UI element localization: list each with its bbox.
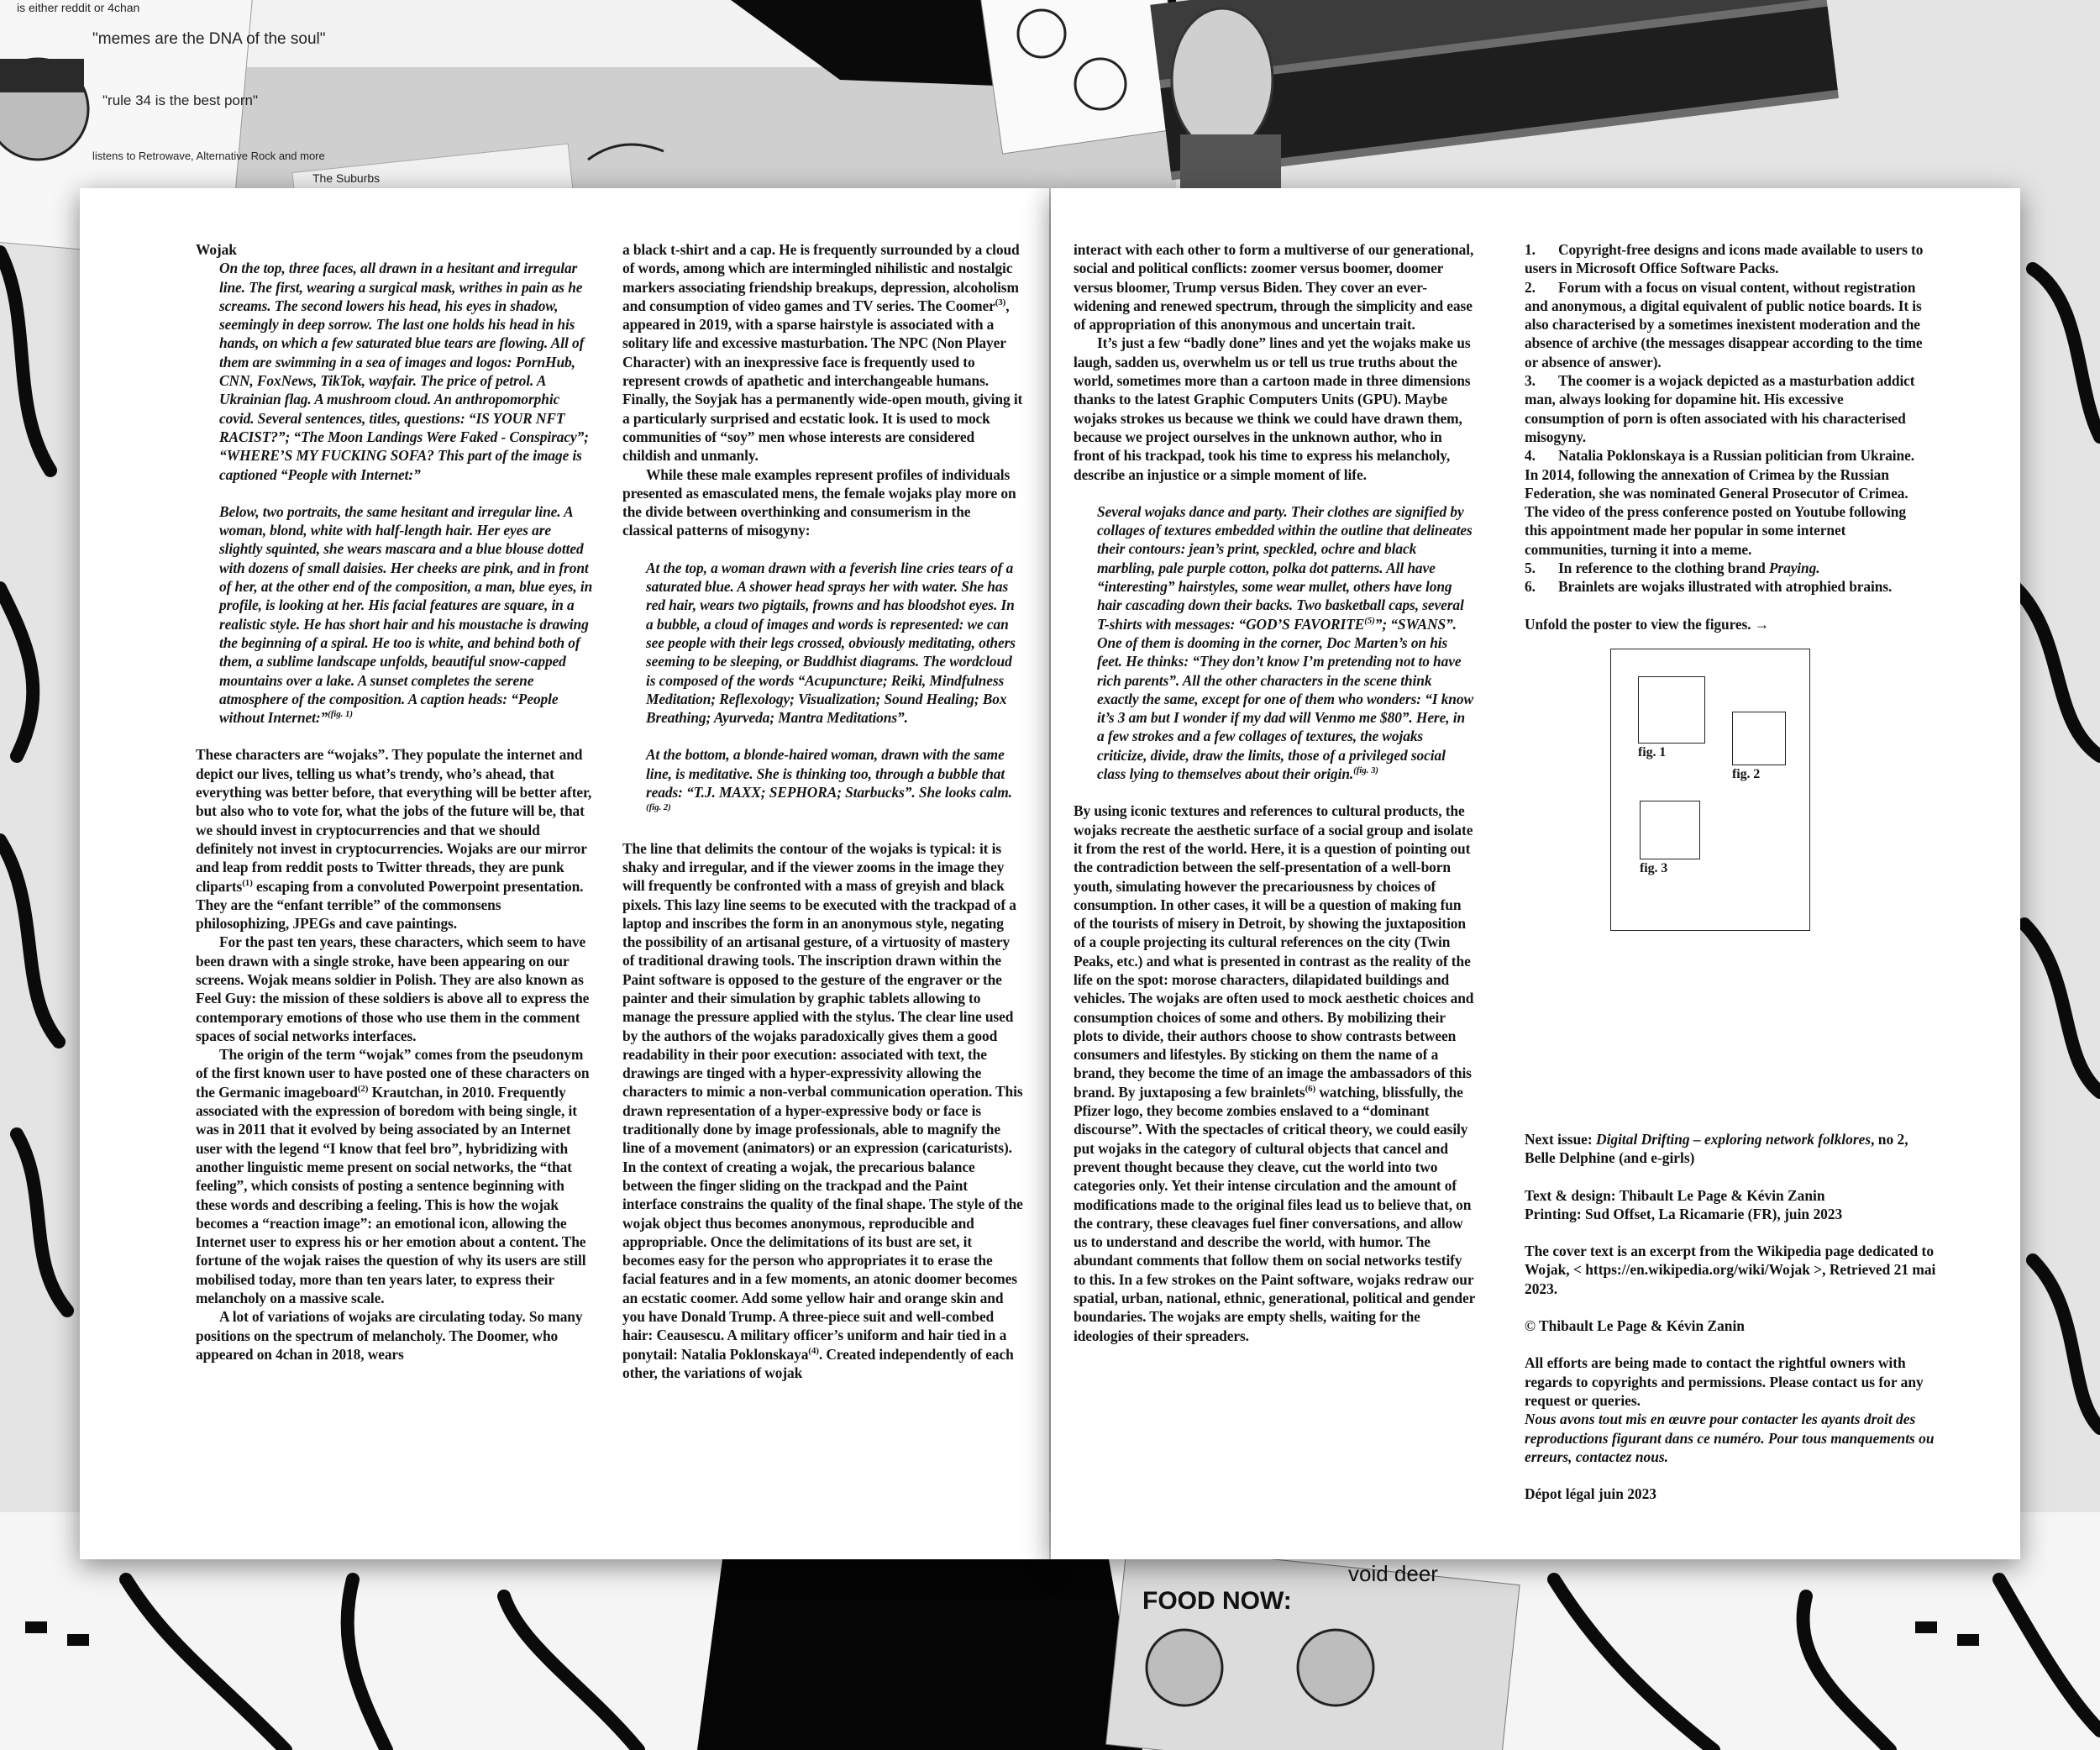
footnote-2-number: 2. — [1525, 278, 1536, 296]
left-column-2 — [622, 240, 1024, 1382]
footnote-4-number: 4. — [1525, 447, 1536, 465]
figure-3 — [1640, 801, 1700, 876]
footnote-2-text: Forum with a focus on visual content, without registration and anonymous, a digital equivalent of public notice boards. It is also characterised by a sometimes inexistent moderation and the absence of archive (the messages disappear according to the time or absence of answer). — [1525, 278, 1923, 370]
c2-paragraph-2: While these male examples represent profiles of individuals presented as emasculated mens, the female wojaks play more on the divide between overthinking and consumerism in the classical patterns of misogyny: — [622, 465, 1016, 539]
left-column-1 — [196, 240, 597, 1364]
footnote-3 — [1525, 371, 1926, 446]
article-title: Wojak — [196, 241, 237, 258]
right-column-2 — [1525, 240, 1926, 931]
footnote-6-text: Brainlets are wojaks illustrated with atrophied brains. — [1558, 578, 1893, 596]
figure-description-3 — [1074, 502, 1475, 783]
right-page — [1051, 188, 2020, 1559]
footnote-5-number: 5. — [1525, 560, 1536, 577]
footnotes — [1525, 240, 1926, 596]
next-issue — [1525, 1130, 1936, 1168]
permissions-fr-text: Nous avons tout mis en œuvre pour contacter les ayants droit des reproductions figurant dans ce numéro. Pour tous manquements ou erreurs, contactez nous. — [1525, 1411, 1935, 1465]
c3-paragraph-1: interact with each other to form a multiverse of our generational, social and political conflicts: zoomer versus boomer, doomer versus bloomer, Trump versus Biden. They cover an ever-widening and renewed spectrum, through the simplicity and ease of appropriation of this anonymous and uncertain trait. — [1074, 241, 1474, 334]
poster-diagram — [1610, 649, 1810, 931]
credits-printing: Printing: Sud Offset, La Ricamarie (FR), juin 2023 — [1525, 1205, 1843, 1222]
meme-text-1: "memes are the DNA of the soul" — [92, 30, 326, 48]
footnote-5 — [1525, 559, 1926, 577]
footnote-2 — [1525, 278, 1926, 371]
void-text: void deer — [1348, 1561, 1438, 1586]
permissions-en: All efforts are being made to contact the rightful owners with regards to copyrights and permissions. Please contact us for any request or queries. — [1525, 1354, 1924, 1409]
p1a: These characters are “wojaks”. They populate the internet and depict our lives, telling us what’s trendy, who’s ahead, that everything was better before, that everything will be better after, but also who to vote for, what the jobs of the future will be, that we should invest in cryptocurrencies and that we should definitely not invest in cryptocurrencies. Wojaks are our mirror and leap from reddit posts to Twitter threads, they are punk cliparts — [196, 746, 592, 895]
c3-italic-wrap — [1097, 502, 1475, 783]
permissions-fr — [1525, 1410, 1936, 1466]
next-issue-label: Next issue: — [1525, 1131, 1597, 1148]
c2-paragraph-1 — [622, 240, 1024, 465]
meme-text-2: "rule 34 is the best porn" — [102, 92, 259, 108]
footnote-3-number: 3. — [1525, 372, 1536, 390]
intro-italic-2: Below, two portraits, the same hesitant and irregular line. A woman, blond, white with half-length hair. Her eyes are slightly squinted, she wears mascara and a blue blouse dotted with dozens of small daisies. Her cheeks are pink, and in front of her, at the other end of the composition, a man, blue eyes, in profile, is looking at her. His facial features are square, in a realistic style. He has short hair and his moustache is drawing the beginning of a spiral. He too is white, and behind both of them, a sublime landscape unfolds, beautiful snow-capped mountains over a lake. A sunset completes the serene atmosphere of the composition. A caption heads: “People without Internet:” — [219, 502, 593, 727]
c2-italic-1: At the top, a woman drawn with a feverish line cries tears of a saturated blue. A shower head sprays her with water. She has red hair, wears two pigtails, frowns and has bloodshot eyes. In a bubble, a cloud of images and words is represented: we can see people with their legs crossed, obviously meditating, others seeming to be sleeping, or Buddhist diagrams. The wordcloud is composed of the words “Acupuncture; Reiki, Mindfulness Meditation; Reflexology; Visualization; Sound Healing; Box Breathing; Ayurveda; Mantra Meditations”. — [646, 559, 1016, 727]
c2-paragraph-3 — [622, 839, 1024, 1383]
c2-italic-2: At the bottom, a blonde-haired woman, drawn with the same line, is meditative. She is thinking too, through a bubble that reads: “T.J. MAXX; SEPHORA; Starbucks”. She looks calm. — [646, 746, 1012, 801]
c3-italic-a: Several wojaks dance and party. Their clothes are signified by collages of textures embedded within the outline that delineates their contours: jean’s print, speckled, ochre and black marbling, pale purple cotton, polka dot patterns. All have “interesting” hairstyles, some wear mullet, others have long hair cascading down their backs. Two basketball caps, several T-shirts with messages: “GOD’S FAVORITE — [1097, 502, 1473, 633]
c3-paragraph-2: It’s just a few “badly done” lines and yet the wojaks make us laugh, sadden us, overwhelm us or tell us true truths about the world, sometimes more than a cartoon made in three dimensions thanks to the latest Graphic Computers Units (GPU). Maybe wojaks strokes us because we think we could have drawn them, because we project ourselves in the unknown author, who in front of his trackpad, took his time to express his melancholy, describe an injustice or a simple moment of life. — [1074, 334, 1471, 483]
footnote-5-text: In reference to the clothing brand — [1558, 560, 1769, 577]
figure-2-label: fig. 2 — [1732, 766, 1761, 781]
footnote-ref-6: (6) — [1305, 1083, 1316, 1094]
left-page — [80, 188, 1049, 1559]
figure-description-2 — [622, 559, 1024, 821]
figure-3-box — [1640, 801, 1700, 859]
unfold-instruction: Unfold the poster to view the figures. → — [1525, 615, 1769, 633]
paragraph-4: A lot of variations of wojaks are circulating today. So many positions on the spectrum of melancholy. The Doomer, who appeared on 4chan in 2018, wears — [196, 1308, 583, 1363]
p3b: Krautchan, in 2010. Frequently associated with the expression of boredom with being single, it was in 2011 that it evolved by being associated by an Internet user with the legend “I know that feel bro”, hybridizing with another linguistic meme present on social networks, the “that feeling”, which consists of posting a sentence beginning with these words and describing a feeling. This is how the wojak becomes a “reaction image”: an emotional icon, allowing the Internet user to express his or her emotion about a content. The fortune of the wojak raises the question of why its users are still mobilised today, more than ten years later, to express their melancholy on a massive scale. — [196, 1083, 586, 1307]
footnote-ref-5: (5) — [1364, 615, 1375, 626]
c3-italic-b: ”; “SWANS”. One of them is dooming in the corner, Doc Marten’s on his feet. He thinks: “They don’t know I’m pretending not to have rich parents”. All the other characters in the scene think exactly the same, except for one of them who wonders: “I know it’s 3 am but I wonder if my dad will Venmo me $80”. Here, in a few strokes and a few collages of textures, the wojaks criticize, divide, draw the limits, those of a privileged social class lying to themselves about their origin. — [1097, 615, 1473, 783]
intro-italic-1: On the top, three faces, all drawn in a hesitant and irregular line. The first, wearing a surgical mask, writhes in pain as he screams. The second lowers his head, his eyes in shadow, seemingly in deep sorrow. The last one holds his head in his hands, on which a few saturated blue tears are flowing. All of them are swimming in a sea of images and logos: PornHub, CNN, FoxNews, TikTok, wayfair. The price of petrol. A Ukrainian flag. A mushroom cloud. An anthropomorphic covid. Several sentences, titles, questions: “IS YOUR NFT RACIST?”; “The Moon Landings Were Faked - Conspiracy”; “WHERE’S MY FUCKING SOFA? This part of the image is captioned “People with Internet:” — [219, 260, 589, 483]
intro-italic-2-wrap — [219, 502, 597, 728]
fig1-ref: (fig. 1) — [328, 709, 353, 720]
right-column-1 — [1074, 240, 1475, 1345]
footnote-4-text: Natalia Poklonskaya is a Russian politician from Ukraine. In 2014, following the annexation of Crimea by the Russian Federation, she was nominated General Prosecutor of Crimea. The video of the press conference posted on Youtube following this appointment made her popular in some internet communities, turning it into a meme. — [1525, 447, 1914, 558]
footnote-4 — [1525, 446, 1926, 559]
footnote-5-brand: Praying. — [1768, 560, 1820, 577]
meme-text-4: is either reddit or 4chan — [17, 1, 140, 14]
p3a: The origin of the term “wojak” comes from the pseudonym of the first known user to have posted one of these characters on the Germanic imageboard — [196, 1046, 590, 1101]
c2p3b: . Created independently of each other, the variations of wojak — [622, 1345, 1014, 1381]
footnote-ref-3: (3) — [995, 297, 1006, 308]
footnote-1-number: 1. — [1525, 241, 1536, 258]
footnote-6-number: 6. — [1525, 578, 1536, 596]
footnote-ref-1: (1) — [242, 877, 253, 888]
copyright: © Thibault Le Page & Kévin Zanin — [1525, 1317, 1745, 1335]
figure-1 — [1638, 676, 1705, 760]
c3-paragraph-3 — [1074, 801, 1475, 1345]
food-caption: FOOD NOW: — [1142, 1587, 1292, 1615]
footnote-1 — [1525, 240, 1926, 278]
figure-1-label: fig. 1 — [1638, 744, 1667, 759]
figure-2-box — [1732, 712, 1786, 765]
footnote-ref-4: (4) — [808, 1345, 819, 1356]
colophon — [1525, 1130, 1936, 1521]
meme-text-5: The Suburbs — [312, 171, 381, 185]
p1b: escaping from a convoluted Powerpoint presentation. They are the “enfant terrible” of the commonsens philosophizing, JPEGs and cave paintings. — [196, 877, 584, 933]
next-issue-rest: , no 2, Belle Delphine (and e-girls) — [1525, 1131, 1908, 1167]
footnote-3-text: The coomer is a wojack depicted as a masturbation addict man, always looking for dopamine hit. His excessive consumption of porn is often associated with his characterised misogyny. — [1525, 372, 1915, 445]
c2p3a: The line that delimits the contour of the wojaks is typical: it is shaky and irregular, and if the viewer zooms in the image they will frequently be confronted with a mass of greyish and black pixels. This lazy line seems to be executed with the trackpad of a laptop and inscribes the form in an anonymous style, negating the possibility of an artisanal gesture, of a virtuosity of mastery of traditional drawing tools. The inscription drawn within the Paint software is opposed to the gesture of the engraver or the painter and their simulation by graphic tablets allowing to manage the pressure applied with the stylus. The clear line used by the authors of the wojaks paradoxically gives them a good readability in their poor execution: associated with text, the drawings are tinged with a hyper-expressivity allowing the characters to mimic a non-verbal communication operation. This drawn representation of a hyper-expressive body or face is traditionally done by image professionals, able to magnify the line of a movement (animators) or an expression (caricaturists). In the context of creating a wojak, the precarious balance between the finger sliding on the trackpad and the Paint interface constrains the quality of the final shape. The style of the wojak object thus becomes anonymous, reproducible and appropriable. Once the delimitations of its bust are set, it becomes easy for the person who appropriates it to erase the facial features and in a few moments, an atonic doomer becomes an ecstatic coomer. Add some yellow hair and orange skin and you have Donald Trump. A three-piece suit and well-combed hair: Ceausescu. A military officer’s uniform and hair tied in a ponytail: Natalia Poklonskaya — [622, 839, 1023, 1363]
c3p3a: By using iconic textures and references to cultural products, the wojaks recreate the aesthetic surface of a social group and isolate it from the rest of the world. Here, it is a question of pointing out the contradiction between the self-presentation of a well-born youth, simulating however the precariousness by choices of consumption. In other cases, it will be a question of making fun of the tourists of misery in Detroit, by showing the juxtaposition of a couple projecting its cultural references on the city (Twin Peaks, etc.) and what is presented in contrast as the reality of the life on the spot: morose characters, dilapidated buildings and vehicles. The wojaks are often used to mock aesthetic choices and consumption choices of some and others. By mobilizing their plots to divide, their authors choose to show contrasts between consumers and lifestyles. By sticking on them the name of a brand, they become the time of an image the ambassadors of this brand. By juxtaposing a few brainlets — [1074, 802, 1474, 1101]
c2p1b: , appeared in 2019, with a sparse hairstyle is associated with a solitary life and excessive masturbation. The NPC (Non Player Character) with an inexpressive face is frequently used to represent crowds of apathetic and interchangeable humans. Finally, the Soyjak has a permanently wide-open mouth, giving it a particularly surprised and ecstatic look. It is used to mock communities of “soy” men whose interests are considered childish and unmanly. — [622, 297, 1023, 465]
footnote-6 — [1525, 577, 1926, 596]
credits — [1525, 1186, 1936, 1224]
figure-1-box — [1638, 676, 1705, 744]
paragraph-2: For the past ten years, these characters, which seem to have been drawn with a single stroke, have been appearing on our screens. Wojak means soldier in Polish. They are also known as Feel Guy: the mission of these soldiers is above all to express the contemporary emotions of those who use them in the comment spaces of social networks interfaces. — [196, 933, 590, 1044]
paragraph-1 — [196, 745, 597, 933]
next-issue-title: Digital Drifting – exploring network folklores — [1596, 1131, 1872, 1148]
cover-source: The cover text is an excerpt from the Wikipedia page dedicated to Wojak, < https://en.wikipedia.org/wiki/Wojak >, Retrieved 21 mai 2023. — [1525, 1243, 1936, 1297]
fig2-ref: (fig. 2) — [646, 802, 671, 813]
fig3-ref: (fig. 3) — [1353, 765, 1378, 776]
meme-text-3: listens to Retrowave, Alternative Rock and more — [92, 150, 325, 162]
c2p1a: a black t-shirt and a cap. He is frequently surrounded by a cloud of words, among which are intermingled nihilistic and nostalgic markers associating friendship breakups, depression, alcoholism and consumption of video games and TV series. The Coomer — [622, 241, 1020, 314]
credits-design: Text & design: Thibault Le Page & Kévin Zanin — [1525, 1186, 1825, 1204]
footnote-1-text: Copyright-free designs and icons made available to users to users in Microsoft Office Software Packs. — [1525, 241, 1924, 277]
figure-description-1 — [196, 259, 597, 727]
paragraph-3 — [196, 1045, 597, 1307]
footnote-ref-2: (2) — [357, 1083, 369, 1094]
c3p3b: watching, blissfully, the Pfizer logo, they become zombies enslaved to a “dominant discourse”. With the spectacles of critical theory, we could easily put wojaks in the category of cultural objects that cancel and prevent thought because they cleave, cut the world into two categories only. Yet their intense circulation and the amount of modifications made to the original files lead us to believe that, on the contrary, these cleavages fuel finer conversations, and allow us to understand and describe the world, with humor. The abundant comments that follow them on social networks testify to this. In a few strokes on the Paint software, wojaks redraw our spatial, urban, national, ethnic, generational, political and gender boundaries. The wojaks are empty shells, waiting for the ideologies of their spreaders. — [1074, 1083, 1475, 1344]
figure-3-label: fig. 3 — [1640, 860, 1668, 875]
figure-2 — [1732, 712, 1786, 782]
legal-deposit: Dépot légal juin 2023 — [1525, 1485, 1656, 1503]
c2-italic-2-wrap — [646, 745, 1024, 820]
